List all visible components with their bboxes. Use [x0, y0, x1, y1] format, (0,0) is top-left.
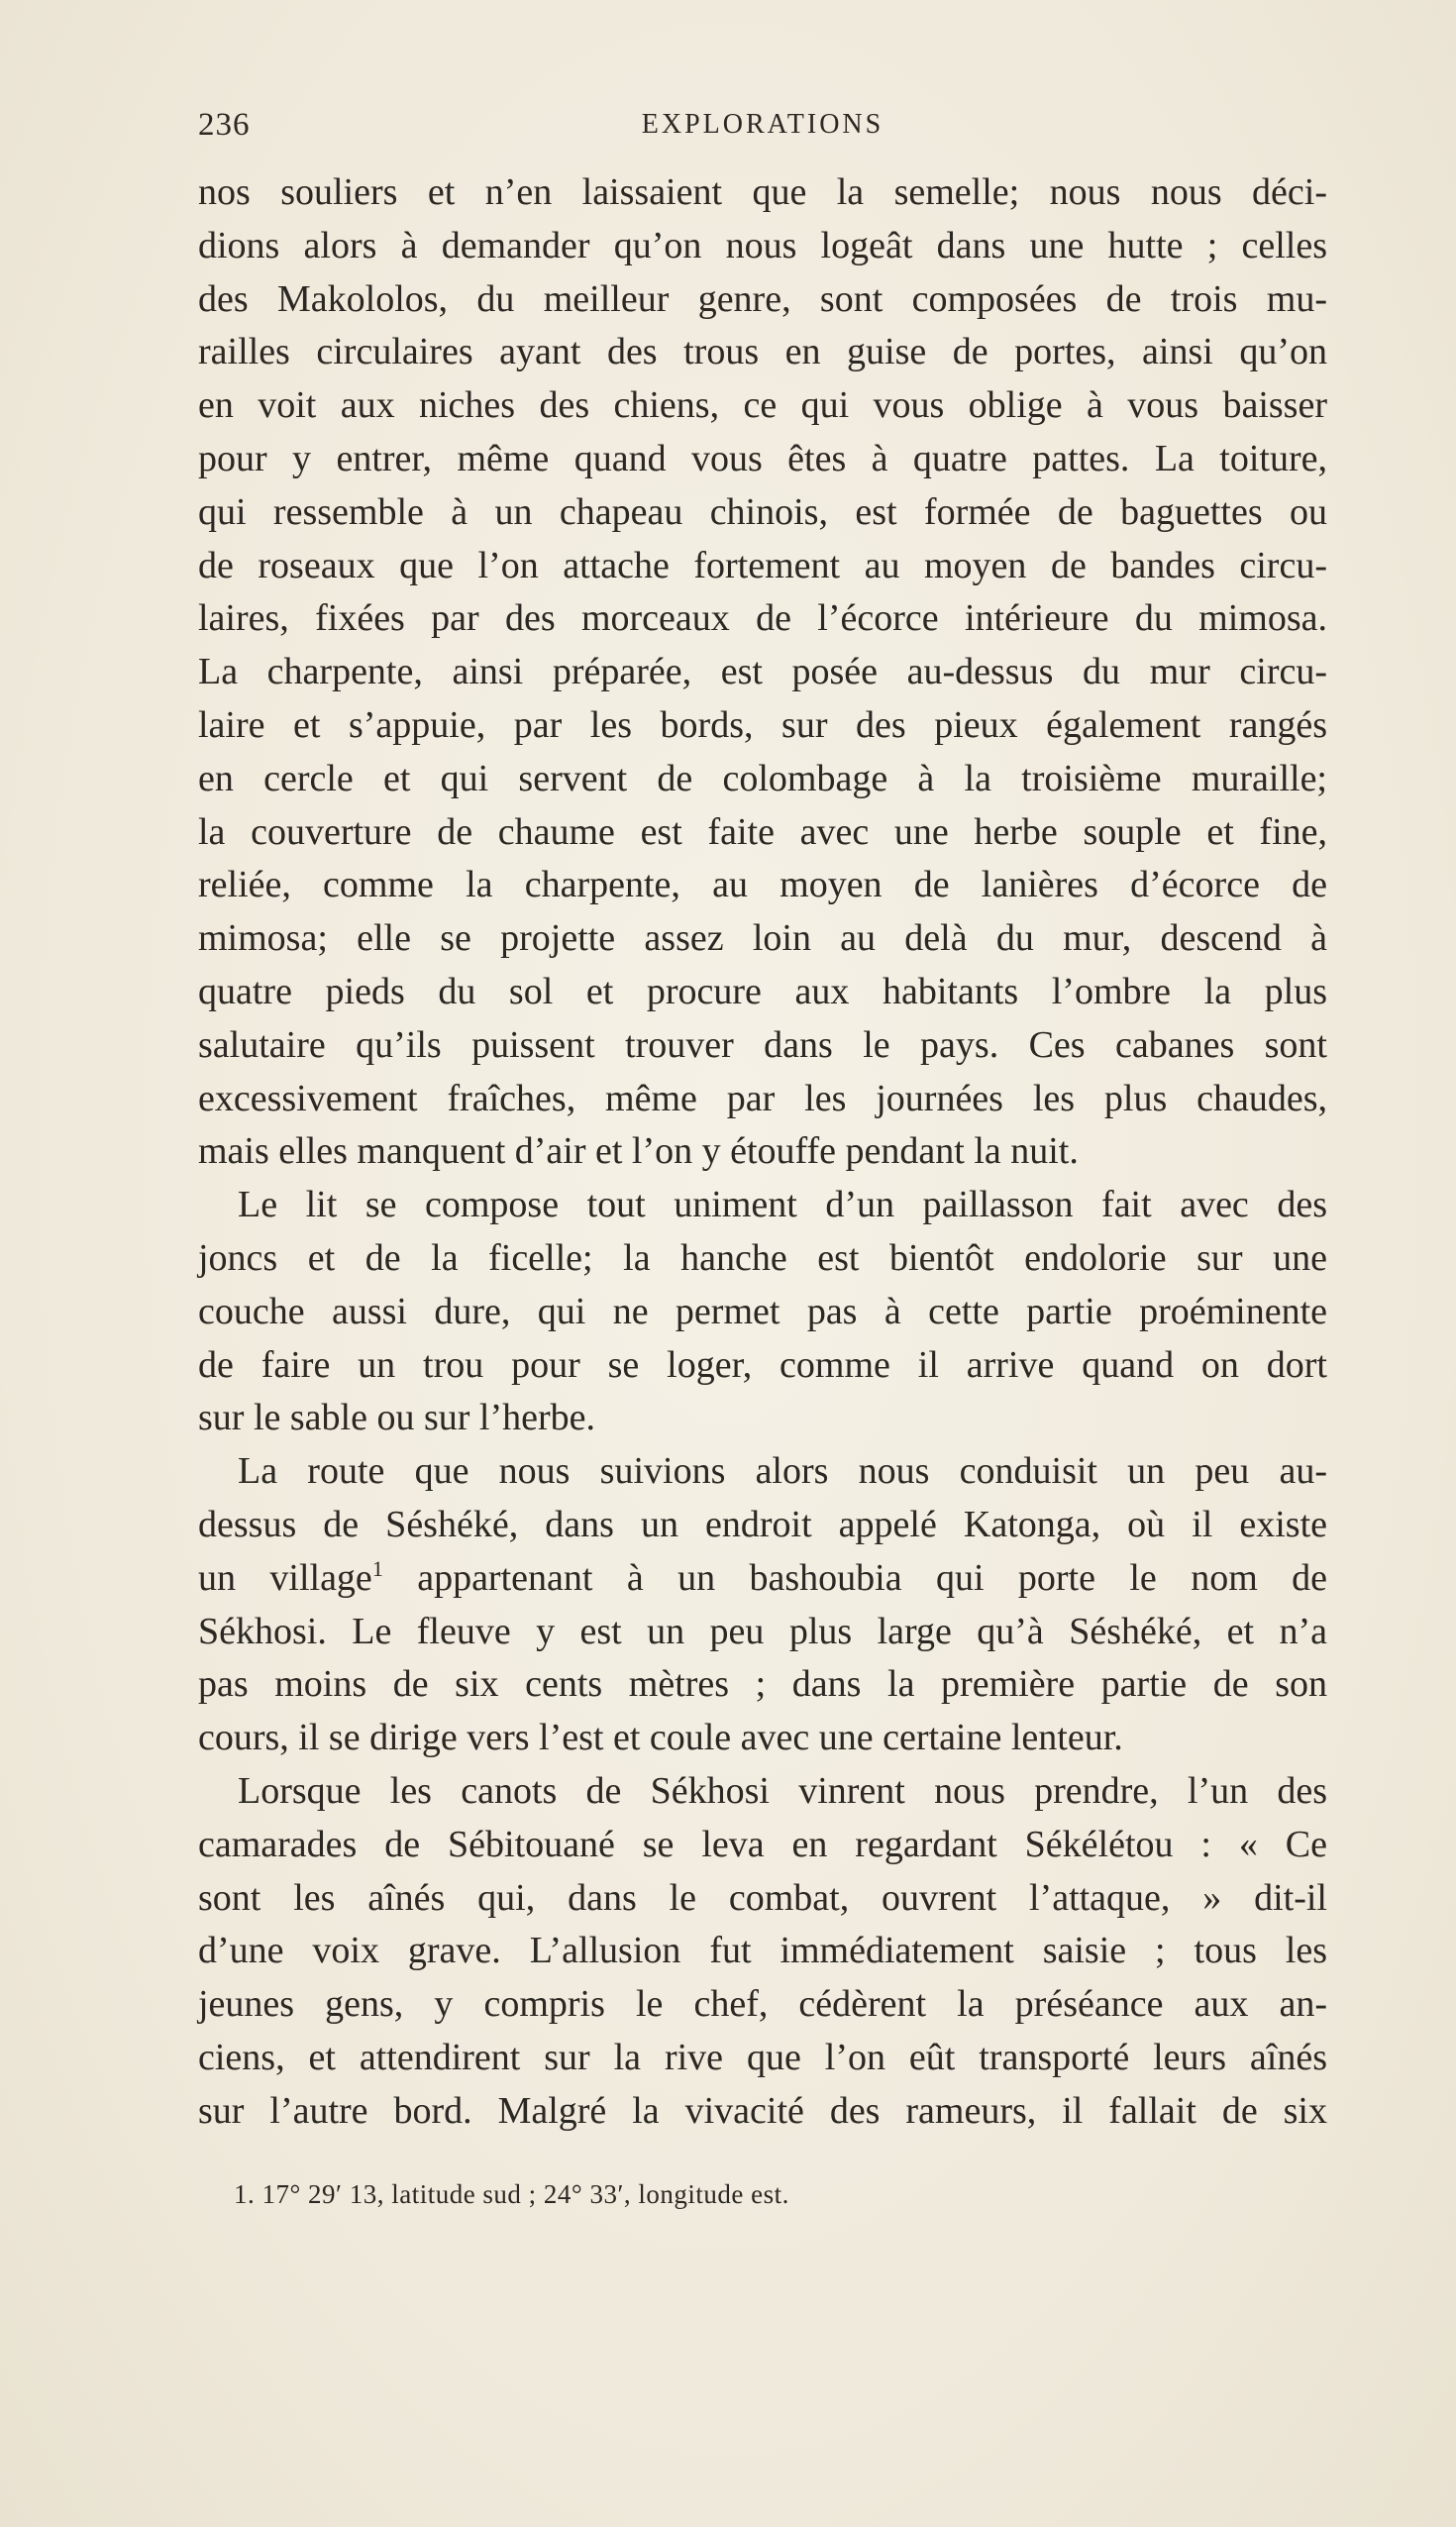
text-line: Lorsque les canots de Sékhosi vinrent nous prendre, l’un des — [238, 1769, 1327, 1812]
text-line: d’une voix grave. L’allusion fut immédiatement saisie ; tous les — [198, 1930, 1327, 1972]
text-line: laires, fixées par des morceaux de l’écorce intérieure du mimosa. — [198, 597, 1327, 640]
text-line: pas moins de six cents mètres ; dans la première partie de son — [198, 1663, 1327, 1706]
footnote-marker: 1 — [371, 1555, 383, 1581]
text-line: mimosa; elle se projette assez loin au delà du mur, descend à — [198, 917, 1327, 960]
text-line: railles circulaires ayant des trous en guise de portes, ainsi qu’on — [198, 331, 1327, 373]
text-line: qui ressemble à un chapeau chinois, est formée de baguettes ou — [198, 490, 1327, 533]
footnote: 1. 17° 29′ 13, latitude sud ; 24° 33′, longitude est. — [234, 2179, 789, 2209]
text-line: excessivement fraîches, même par les journées les plus chaudes, — [198, 1077, 1327, 1119]
text-line: sur le sable ou sur l’herbe. — [198, 1397, 595, 1439]
text-line: Sékhosi. Le fleuve y est un peu plus large qu’à Séshéké, et n’a — [198, 1610, 1327, 1652]
page-number: 236 — [198, 107, 251, 143]
text-line: dions alors à demander qu’on nous logeât dans une hutte ; celles — [198, 224, 1327, 266]
text-line-start: un village — [198, 1556, 372, 1599]
text-line: couche aussi dure, qui ne permet pas à cette partie proéminente — [198, 1290, 1327, 1332]
text-line-with-footnote — [198, 1552, 1327, 1606]
text-line: reliée, comme la charpente, au moyen de lanières d’écorce de — [198, 864, 1327, 906]
text-line: Le lit se compose tout uniment d’un paillasson fait avec des — [238, 1184, 1327, 1226]
text-line-end: appartenant à un bashoubia qui porte le nom de — [382, 1556, 1328, 1599]
text-line: La charpente, ainsi préparée, est posée au-dessus du mur circu- — [198, 651, 1327, 693]
text-line: camarades de Sébitouané se leva en regardant Sékélétou : « Ce — [198, 1823, 1327, 1865]
text-line: cours, il se dirige vers l’est et coule avec une certaine lenteur. — [198, 1717, 1123, 1759]
text-line: de roseaux que l’on attache fortement au moyen de bandes circu- — [198, 544, 1327, 586]
text-line: dessus de Séshéké, dans un endroit appelé Katonga, où il existe — [198, 1503, 1327, 1545]
text-line: La route que nous suivions alors nous conduisit un peu au- — [238, 1450, 1327, 1493]
text-line: mais elles manquent d’air et l’on y étouffe pendant la nuit. — [198, 1130, 1079, 1173]
text-line: quatre pieds du sol et procure aux habitants l’ombre la plus — [198, 970, 1327, 1012]
text-line: sont les aînés qui, dans le combat, ouvrent l’attaque, » dit-il — [198, 1876, 1327, 1919]
text-line: des Makololos, du meilleur genre, sont composées de trois mu- — [198, 277, 1327, 320]
text-line: jeunes gens, y compris le chef, cédèrent la préséance aux an- — [198, 1983, 1327, 2026]
text-line: en voit aux niches des chiens, ce qui vous oblige à vous baisser — [198, 384, 1327, 427]
text-line: de faire un trou pour se loger, comme il arrive quand on dort — [198, 1343, 1327, 1386]
text-line: sur l’autre bord. Malgré la vivacité des rameurs, il fallait de six — [198, 2089, 1327, 2132]
page-header — [198, 107, 1327, 157]
text-line: en cercle et qui servent de colombage à la troisième muraille; — [198, 757, 1327, 799]
text-line: joncs et de la ficelle; la hanche est bientôt endolorie sur une — [198, 1236, 1327, 1279]
running-title: EXPLORATIONS — [641, 109, 884, 140]
text-line: pour y entrer, même quand vous êtes à quatre pattes. La toiture, — [198, 437, 1327, 479]
text-line: la couverture de chaume est faite avec une herbe souple et fine, — [198, 810, 1327, 853]
body-text — [198, 166, 1327, 2138]
text-line: nos souliers et n’en laissaient que la semelle; nous nous déci- — [198, 171, 1327, 213]
text-line: ciens, et attendirent sur la rive que l’on eût transporté leurs aînés — [198, 2036, 1327, 2078]
text-line: salutaire qu’ils puissent trouver dans le pays. Ces cabanes sont — [198, 1023, 1327, 1066]
text-line: laire et s’appuie, par les bords, sur des pieux également rangés — [198, 703, 1327, 746]
